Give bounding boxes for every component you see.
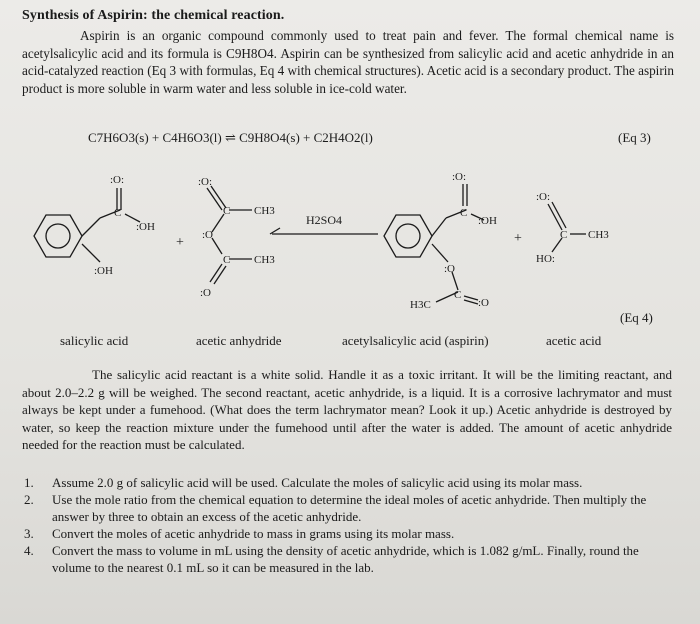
anhydride-ch3-1: CH3 [254, 205, 275, 217]
plus-2: + [514, 231, 522, 246]
anhydride-c1: C [223, 205, 231, 217]
salicylic-carbonyl-o: :O: [110, 174, 125, 186]
steps-list [22, 474, 672, 576]
acetic-ch3: CH3 [588, 229, 609, 241]
salicylic-oh: :OH [136, 221, 155, 233]
list-item: 3. Convert the moles of acetic anhydride to mass in grams using its molar mass. [24, 526, 455, 541]
aspirin-o2: :O [478, 297, 489, 309]
equation-3-label: (Eq 3) [618, 130, 651, 145]
page-title: Synthesis of Aspirin: the chemical reaction. [22, 8, 285, 23]
aspirin-carbonyl-o: :O: [452, 171, 467, 183]
aspirin-c2: C [454, 289, 462, 301]
body-paragraph [22, 366, 672, 454]
salicylic-ring-circle [46, 224, 70, 248]
aspirin-c: C [460, 207, 468, 219]
body-text: The salicylic acid reactant is a white solid. Handle it as a toxic irritant. It will be the limiting reactant, and about 2.0–2.2 g will be weighed. The second reactant, acetic anhydride, is a liquid. It is a corrosive lachrymator and must always be kept under a fumehood. (What does the term lachrymator mean? Look it up.) Acetic anhydride is destroyed by water, so keep the reaction mixture under the fumehood until after the water is added. The amount of acetic anhydride needed for the reaction must be calculated. [22, 367, 672, 453]
aspirin-h3c: H3C [410, 299, 431, 311]
anhydride-o1: :O: [198, 176, 213, 188]
label-acetic-acid: acetic acid [546, 333, 602, 348]
intro-text: Aspirin is an organic compound commonly used to treat pain and fever. The formal chemical name is acetylsalicylic acid and its formula is C9H8O4. Aspirin can be synthesized from salicylic acid and acetic anhydride in an acid-catalyzed reaction (Eq 3 with formulas, Eq 4 with chemical structures). Acetic acid is a secondary product. The aspirin product is more soluble in warm water and less soluble in ice-cold water. [22, 28, 674, 96]
label-salicylic-acid: salicylic acid [60, 333, 129, 348]
label-acetic-anhydride: acetic anhydride [196, 333, 282, 348]
aspirin-ester-o: :O [444, 263, 455, 275]
anhydride-o2: :O [200, 287, 211, 299]
label-aspirin: acetylsalicylic acid (aspirin) [342, 333, 489, 348]
acetic-c: C [560, 229, 568, 241]
list-item: 2. Use the mole ratio from the chemical equation to determine the ideal moles of acetic anhydride. Then multiply the answer by three to obtain an excess of the acetic anhydride. [24, 492, 647, 524]
list-item: 4. Convert the mass to volume in mL using the density of acetic anhydride, which is 1.082 g/mL. Finally, round the volume to the nearest 0.1 mL so it can be measured in the lab. [24, 543, 639, 575]
equation-4-label: (Eq 4) [620, 310, 653, 325]
salicylic-phenol-oh: :OH [94, 265, 113, 277]
anhydride-c2: C [223, 254, 231, 266]
aspirin-ring [384, 215, 432, 257]
equation-3: C7H6O3(s) + C4H6O3(l) ⇌ C9H8O4(s) + C2H4O2(l) [88, 130, 373, 145]
catalyst-h2so4: H2SO4 [306, 213, 343, 227]
anhydride-ch3-2: CH3 [254, 254, 275, 266]
salicylic-ring [34, 215, 82, 257]
acetic-ho: HO: [536, 253, 555, 265]
list-item: 1. Assume 2.0 g of salicylic acid will be used. Calculate the moles of salicylic acid using its molar mass. [24, 475, 583, 490]
aspirin-oh: :OH [478, 215, 497, 227]
plus-1: + [176, 235, 184, 250]
anhydride-bridge-o: :O [202, 229, 213, 241]
salicylic-c: C [114, 207, 122, 219]
acetic-o: :O: [536, 191, 551, 203]
